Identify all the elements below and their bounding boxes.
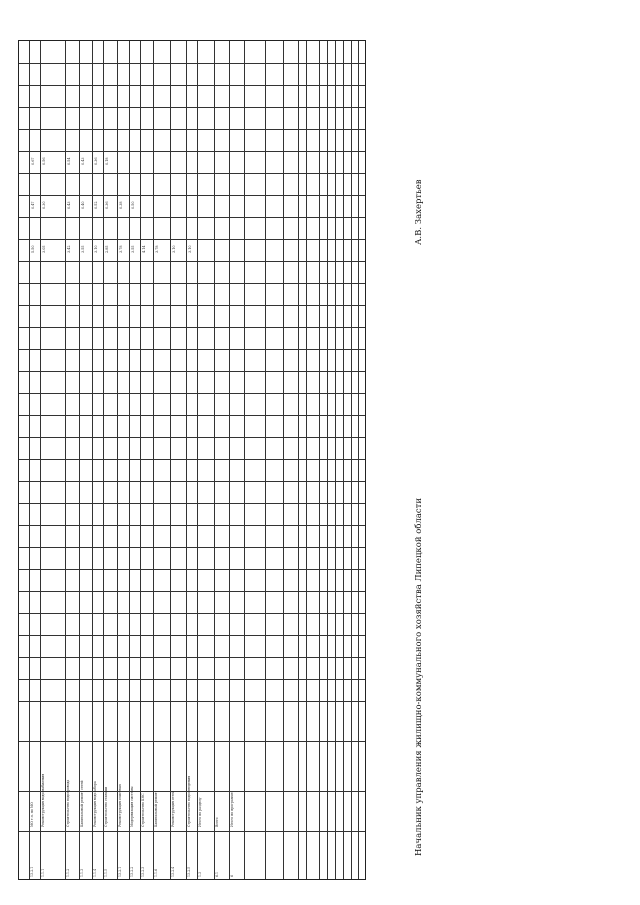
table-column-divider [19,547,365,548]
table-column-divider [19,591,365,592]
table-value-a: 3.78 [119,245,123,253]
table-column-divider [19,635,365,636]
table-value-b: 0.43 [67,201,71,209]
table-row-text: МО т.ч. по МО [30,802,34,827]
table-column-divider [19,107,365,108]
table-row-id: 13.2.2 [130,866,134,877]
table-value-c: 0.43 [81,157,85,165]
table-column-divider [19,85,365,86]
table-row-divider [298,41,299,879]
table-value-b: 0.40 [81,201,85,209]
table-row-id: 1.1.5 [104,868,108,877]
table-row-divider [186,41,187,879]
table-value-a: 4.14 [142,245,146,253]
table-value-c: 0.67 [31,157,35,165]
table-row-text: Реконструкция очистных [118,784,122,827]
table-column-divider [19,613,365,614]
table-row-divider [327,41,328,879]
table-column-divider [19,151,365,152]
table-column-divider [19,349,365,350]
table-column-divider [19,459,365,460]
table-column-divider [19,217,365,218]
table-row-id: 13.2.4 [171,866,175,877]
table-row-text: Капитальный ремонт [154,790,158,827]
table-row-text: Строительство станции [104,787,108,827]
table-value-b: 0.36 [105,201,109,209]
table-value-a: 5.50 [31,245,35,253]
table-row-divider [351,41,352,879]
table-value-b: 0.50 [131,201,135,209]
table-column-divider [19,481,365,482]
table-row-text: Строительство КНС [141,793,145,827]
table-value-a: 3.10 [188,245,192,253]
table-column-divider [19,371,365,372]
table-row-divider [40,41,41,879]
table-row-divider [335,41,336,879]
table-value-a: 3.10 [94,245,98,253]
table-column-divider [19,305,365,306]
table-row-divider [65,41,66,879]
table-row-divider [358,41,359,879]
table-row-id: 1.3 [198,871,202,877]
table-row-divider [197,41,198,879]
table-column-divider [19,195,365,196]
table-row-text: Строительство водоотведения [187,775,191,827]
table-row-id: 1.1.2 [66,868,70,877]
table-row-text: Реконструкция сетей [171,790,175,827]
table-value-b: 0.38 [119,201,123,209]
footer-signature-name: А.В. Захертьев [414,179,424,245]
table-row-id: 6 [230,874,234,877]
table-value-a: 2.85 [105,245,109,253]
table-column-divider [19,525,365,526]
table-row-id: 1.1.4 [93,868,97,877]
table-row-divider [140,41,141,879]
data-table [18,40,366,880]
table-column-divider [19,791,365,792]
table-value-c: 0.56 [42,157,46,165]
table-row-divider [79,41,80,879]
table-row-divider [103,41,104,879]
table-row-divider [306,41,307,879]
table-value-b: 0.47 [31,201,35,209]
table-column-divider [19,393,365,394]
table-column-divider [19,569,365,570]
footer-position-title: Начальник управления жилищно-коммунального хозяйства Липецкой области [414,497,424,856]
table-row-id: 1.1.6 [154,868,158,877]
table-column-divider [19,129,365,130]
table-row-text: Модернизация системы [130,786,134,827]
table-row-divider [214,41,215,879]
table-row-text: Капитальный ремонт сетей [80,780,84,827]
table-value-a: 3.05 [42,245,46,253]
table-column-divider [19,503,365,504]
table-row-divider [129,41,130,879]
table-column-divider [19,741,365,742]
table-row-text: Реконструкция водозабора [93,781,97,827]
table-value-a: 3.78 [155,245,159,253]
table-row-divider [92,41,93,879]
table-column-divider [19,701,365,702]
table-column-divider [19,437,365,438]
table-column-divider [19,415,365,416]
table-row-text: Реконструкция водоснабжения [41,773,45,827]
table-row-id: 13.2.1 [30,866,34,877]
table-row-divider [343,41,344,879]
table-row-divider [153,41,154,879]
table-row-id: 1.1.3 [80,868,84,877]
table-row-text: Всего [215,817,219,827]
table-value-c: 0.18 [105,157,109,165]
table-row-text: Итого по разделу [198,797,202,827]
table-value-c: 0.54 [67,157,71,165]
table-row-id: 13.2.3 [141,866,145,877]
table-column-divider [19,679,365,680]
table-value-a: 3.55 [81,245,85,253]
table-row-id: 13.2.1 [118,866,122,877]
table-row-text: Строительство водопровода [66,779,70,827]
table-value-b: 0.30 [42,201,46,209]
table-row-divider [29,41,30,879]
table-row-id: 1.1.1 [41,868,45,877]
table-column-divider [19,173,365,174]
table-column-divider [19,261,365,262]
table-column-divider [19,831,365,832]
table-value-a: 3.42 [67,245,71,253]
table-row-divider [170,41,171,879]
table-row-id: 13.2.5 [187,866,191,877]
table-column-divider [19,657,365,658]
table-row-divider [244,41,245,879]
table-row-divider [229,41,230,879]
table-row-divider [319,41,320,879]
table-row-id: 6.1 [215,871,219,877]
table-value-a: 3.55 [131,245,135,253]
table-value-c: 0.36 [94,157,98,165]
table-value-a: 3.10 [172,245,176,253]
table-row-divider [265,41,266,879]
table-column-divider [19,63,365,64]
table-row-text: Итого по программе [230,792,234,827]
table-row-divider [117,41,118,879]
table-value-b: 0.52 [94,201,98,209]
table-row-divider [283,41,284,879]
table-column-divider [19,327,365,328]
table-column-divider [19,239,365,240]
table-column-divider [19,283,365,284]
